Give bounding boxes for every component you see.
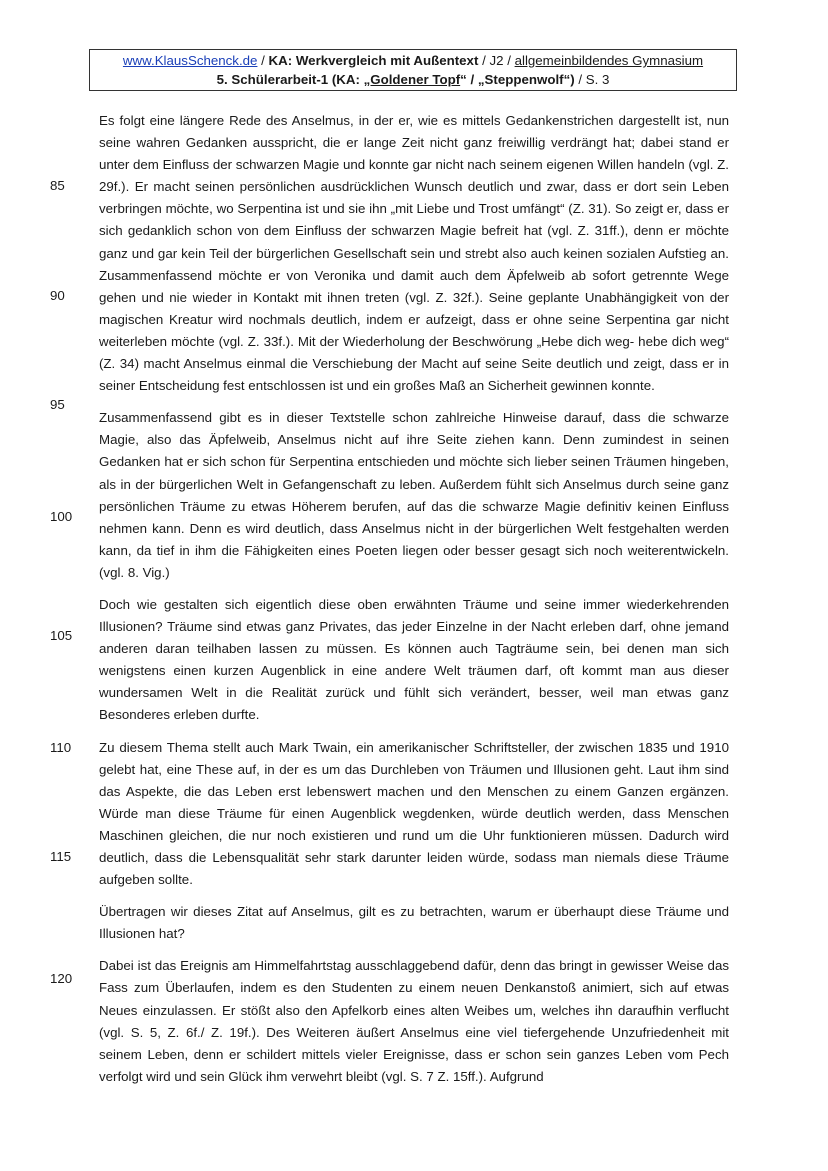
line-number: 120 xyxy=(50,971,73,986)
header-page: / S. 3 xyxy=(574,72,610,87)
header-school: allgemeinbildendes Gymnasium xyxy=(514,53,704,68)
line-number: 95 xyxy=(50,397,65,412)
site-link[interactable]: www.KlausSchenck.de xyxy=(122,53,258,68)
line-number: 85 xyxy=(50,178,65,193)
paragraph: Zu diesem Thema stellt auch Mark Twain, ein amerikanischer Schriftsteller, der zwischen 1835 und 1910 gelebt hat, eine These auf, in der es um das Durchleben von Träumen und Illusionen geht. Laut ihm sind das Aspekte, die das Leben erst lebenswert machen und den Menschen zu einem Ganzen ergänzen. Würde man diese Träume für einen Augenblick wegdenken, würde deutlich werden, dass Menschen Maschinen gleichen, die nur noch existieren und rund um die Uhr funktionieren müssen. Dadurch wird deutlich, dass die Lebensqualität sehr stark darunter leiden würde, sodass man niemals diese Träume aufgeben sollte. xyxy=(99,739,729,888)
paragraph: Dabei ist das Ereignis am Himmelfahrtstag ausschlaggebend dafür, denn das bringt in gewisser Weise das Fass zum Überlaufen, indem es den Studenten zu einem neuen Denkanstoß animiert, sich auf etwas Neues einzulassen. Er stößt also den Apfelkorb eines alten Weibes um, welches ihn daraufhin verflucht (vgl. S. 5, Z. 6f./ Z. 19f.). Des Weiteren äußert Anselmus eine viel tiefergehende Unzufriedenheit mit seinem Leben, denn er schildert mittels vieler Ereignisse, dass er schon sein ganzes Leben vom Pech verfolgt wird und sein Glück ihm verwehrt bleibt (vgl. S. 7 Z. 15ff.). Aufgrund xyxy=(99,958,729,1084)
header-title-prefix: 5. Schülerarbeit-1 (KA: xyxy=(216,72,364,87)
header-topic: KA: Werkvergleich mit Außentext xyxy=(268,53,479,68)
header-work-1: „Goldener Topf xyxy=(363,72,461,87)
document-body xyxy=(99,110,729,1098)
paragraph: Übertragen wir dieses Zitat auf Anselmus, gilt es zu betrachten, warum er überhaupt diese Träume und Illusionen hat? xyxy=(99,904,729,942)
line-number: 105 xyxy=(50,628,73,643)
line-number: 100 xyxy=(50,509,73,524)
paragraph: Doch wie gestalten sich eigentlich diese oben erwähnten Träume und seine immer wiederkehrenden Illusionen? Träume sind etwas ganz Privates, das jeder Einzelne in der Nacht erleben darf, ohne jemand anderen daran teilhaben lassen zu müssen. Es können auch Tagträume sein, bei denen man sich wenigstens einen kurzen Augenblick in eine andere Welt träumen darf, oft kommt man aus dieser wundersamen Welt in die Realität zurück und fühlt sich verändert, besser, weil man etwas ganz Besonderes erleben durfte. xyxy=(99,596,729,723)
line-number: 110 xyxy=(50,740,72,755)
page-header xyxy=(89,49,737,91)
paragraph: Es folgt eine längere Rede des Anselmus, in der er, wie es mittels Gedankenstrichen dargestellt ist, nun seine wahren Gedanken ausspricht, die er lange Zeit nicht ganz freiwillig verdrängt hat; dabei stand er unter dem Einfluss der schwarzen Magie und konnte gar nicht nach seinem eigenen Willen handeln (vgl. Z. 29f.). Er macht seinen persönlichen ausdrücklichen Wunsch deutlich und zwar, dass er dort sein Leben verbringen möchte, wo Serpentina ist und sie ihn „mit Liebe und Trost umfängt“ (Z. 31). So zeigt er, dass er sich gedanklich schon von dem Einfluss der schwarzen Magie befreit hat (vgl. Z. 31ff.), denn er möchte ganz und gar kein Teil der bürgerlichen Gesellschaft sein und strebt also auch keinen sozialen Aufstieg an. Zusammenfassend möchte er von Veronika und damit auch dem Äpfelweib ab sofort getrennte Wege gehen und nie wieder in Kontakt mit ihnen treten (vgl. Z. 32f.). Seine geplante Unabhängigkeit von der magischen Kreatur wird nochmals deutlich, indem er aufzeigt, dass er ohne seine Serpentina gar nicht weiterleben möchte (vgl. Z. 33f.). Mit der Wiederholung der Beschwörung „Hebe dich weg- hebe dich weg“ (Z. 34) macht Anselmus einmal die Verschiebung der Macht auf seine Seite deutlich und zeigt, dass er in seiner Entscheidung fest entschlossen ist und ein großes Maß an Sicherheit gewinnen konnte. xyxy=(99,113,729,394)
line-number: 90 xyxy=(50,288,65,303)
paragraph: Zusammenfassend gibt es in dieser Textstelle schon zahlreiche Hinweise darauf, dass die schwarze Magie, also das Äpfelweib, Anselmus nicht auf ihre Seite ziehen kann. Denn zumindest in seinen Gedanken hat er sich schon für Serpentina entschieden und möchte sich lieber seinen Träumen hingeben, als in der bürgerlichen Welt in Gefangenschaft zu leben. Außerdem fühlt sich Anselmus durch seine ganz persönlichen Träume zu etwas Höherem berufen, auf das die schwarze Magie definitiv keinen Einfluss nehmen kann. Denn es wird deutlich, dass Anselmus nicht in der bürgerlichen Welt festgehalten werden kann, da tief in ihm die Fähigkeiten eines Poeten liegen oder besser gesagt sich noch weiterentwickeln. (vgl. 8. Vig.) xyxy=(99,410,729,580)
line-number: 115 xyxy=(50,849,72,864)
header-line-2 xyxy=(90,70,736,89)
header-sep-2: / J2 / xyxy=(478,53,515,68)
header-line-1 xyxy=(90,51,736,70)
header-sep-1: / xyxy=(257,53,269,68)
header-title-mid: “ / „Steppenwolf“) xyxy=(460,72,575,87)
